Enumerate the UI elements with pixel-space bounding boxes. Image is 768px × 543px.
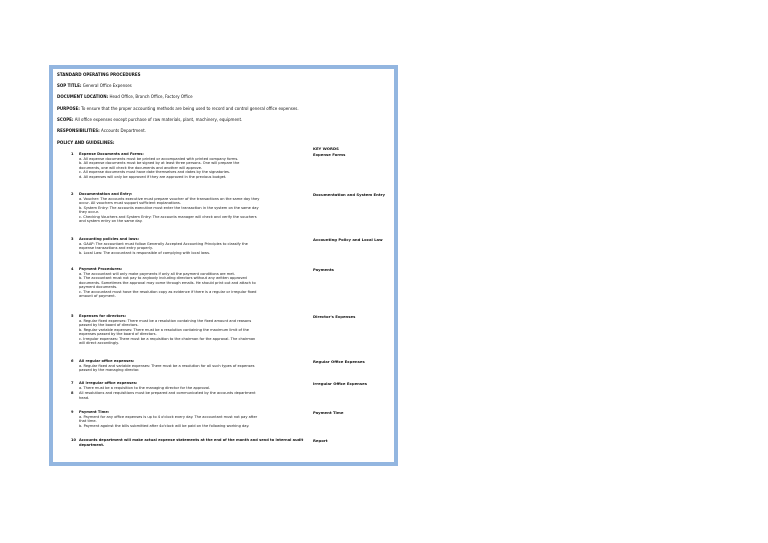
policy-item-number: 10 <box>71 438 77 442</box>
policy-item <box>71 438 309 447</box>
policy-item <box>71 267 309 299</box>
policy-item-line: a. All expense documents must be printed or accompanied with printed company forms. <box>79 156 239 161</box>
policy-item-number: 8 <box>71 391 74 395</box>
policy-item-number: 6 <box>71 359 74 363</box>
policy-item-line: a. Payment for any office expenses is up to 4 o'clock every day. The accountant must not pay after <box>79 414 258 419</box>
policy-item-line: c. All expense documents must have date themselves and dates by the signatories. <box>79 170 231 174</box>
policy-item-keyword: Report <box>313 438 328 443</box>
policy-item <box>71 314 309 346</box>
policy-item-line: a. Voucher: The accounts executive must prepare voucher of the transactions on the same day they <box>79 196 260 201</box>
policy-item <box>71 192 309 224</box>
document-frame <box>49 65 398 466</box>
policy-item-line: expense transactions and entry properly. <box>79 246 153 250</box>
policy-item <box>71 391 309 400</box>
scope-line: SCOPE: All office expenses except purchase of raw materials, plant, machinery, equipment. <box>57 117 243 122</box>
policy-item <box>71 410 309 428</box>
policy-item-line: d. All expenses will only be approved if they are approved in the previous budget. <box>79 174 227 179</box>
policy-item-keyword: Payment Time <box>313 410 344 415</box>
policy-item-number: 5 <box>71 314 74 318</box>
responsibilities-line: RESPONSIBILITIES: Accounts Department. <box>57 128 147 133</box>
policy-item-keyword: Accounting Policy and Local Law <box>313 237 383 242</box>
policy-heading: POLICY AND GUIDELINES: <box>57 140 115 145</box>
policy-item-title: Payment Procedures: <box>79 267 123 271</box>
policy-item-line: documents, one will check the documents and another will approve. <box>79 165 203 170</box>
policy-item-line: b. System Entry: The accounts executive must enter the transaction in the system on the same day <box>79 205 259 210</box>
policy-item-line: and system entry on the same day. <box>79 219 143 223</box>
policy-item-title: All irregular office expenses: <box>79 381 138 385</box>
policy-item-line: b. Local Law: The accountant is responsible of complying with local laws. <box>79 250 211 255</box>
policy-item-line: All resolutions and requisitions must be prepared and communicated by the accounts department <box>79 391 256 395</box>
policy-item-line: passed by the board of directors. <box>79 323 139 327</box>
policy-item-keyword: Director's Expenses <box>313 314 356 319</box>
policy-item-title: Payment Time: <box>79 410 110 414</box>
policy-item-line: payment documents. <box>79 285 118 289</box>
policy-item-line: c. The accountant must have the resolution copy as evidence if there is a regular or irregular fixed <box>79 289 257 294</box>
policy-item-line: b. Regular variable expenses: There must be a resolution containing the maximum limit of the <box>79 327 249 332</box>
policy-item <box>71 237 309 255</box>
policy-item-line: b. All expense documents must be signed by at least three persons. One will prepare the <box>79 161 240 165</box>
policy-item <box>71 359 309 373</box>
policy-item <box>71 152 309 179</box>
policy-item-number: 7 <box>71 381 74 385</box>
policy-item-line: head. <box>79 395 90 400</box>
policy-item-keyword: Regular Office Expenses <box>313 359 365 364</box>
policy-item-line: amount of payment. <box>79 294 116 298</box>
keywords-heading: KEY WORDS <box>313 146 339 151</box>
policy-item-line: occur. All vouchers must support sufficient explanations. <box>79 201 181 205</box>
policy-item-line: a. Regular fixed and variable expenses: There must be a resolution for all such types of expenses <box>79 363 255 368</box>
policy-item-keyword: Documentation and System Entry <box>313 192 385 197</box>
policy-item-line: passed by the managing director. <box>79 368 140 372</box>
policy-item-line: a. Regular fixed expenses: There must be a resolution containing the fixed amount and reasons <box>79 318 252 323</box>
policy-item-title: All regular office expenses: <box>79 359 135 363</box>
policy-item <box>71 381 309 390</box>
policy-item-line: a. There must be a requisition to the managing director for the approval. <box>79 385 211 390</box>
policy-item-line: documents. Sometimes the approval may come through emails. He should print out and attach to <box>79 280 256 285</box>
policy-item-number: 4 <box>71 267 74 271</box>
policy-item-number: 3 <box>71 237 74 241</box>
policy-item-line: b. The accountant must not pay to anybody including directors without any written approved <box>79 276 247 280</box>
policy-item-line: that time. <box>79 419 97 423</box>
policy-item-line: c. Irregular expenses: There must be a requisition to the chairman for the approval. The chairman <box>79 336 256 341</box>
policy-item-title: Accounts department will make actual expense statements at the end of the month and send to internal audit department. <box>79 438 304 447</box>
policy-item-number: 1 <box>71 152 74 156</box>
policy-item-line: a. GAAP: The accountant must follow Generally Accepted Accounting Principles to classify the <box>79 241 248 246</box>
policy-item-title: Documentation and Entry: <box>79 192 133 196</box>
policy-item-keyword: Irregular Office Expenses <box>313 381 367 386</box>
doc-location-line: DOCUMENT LOCATION: Head Office, Branch Office, Factory Office <box>57 94 193 99</box>
policy-item-keyword: Payments <box>313 267 334 272</box>
policy-item-number: 9 <box>71 410 74 414</box>
policy-item-line: a. The accountant will only make payments if only all the payment conditions are met. <box>79 271 236 276</box>
policy-item-title: Expenses for directors: <box>79 314 127 318</box>
policy-item-keyword: Expense Forms <box>313 152 346 157</box>
policy-item-line: they occur. <box>79 210 99 214</box>
policy-item-number: 2 <box>71 192 74 196</box>
policy-item-line: b. Payment against the bills submitted after 4o'clock will be paid on the following working day. <box>79 423 250 428</box>
policy-item-title: Expense Documents and Forms: <box>79 152 144 156</box>
sop-title-line: SOP TITLE: General Office Expenses <box>57 83 132 88</box>
purpose-line: PURPOSE: To ensure that the proper accounting methods are being used to record and control general office expenses. <box>57 106 299 111</box>
policy-item-line: expenses passed by the board of directors. <box>79 332 157 336</box>
policy-item-line: will direct accordingly. <box>79 341 119 345</box>
policy-item-line: c. Checking Vouchers and System Entry: The accounts manager will check and verify the vouchers <box>79 214 257 219</box>
policy-item-title: Accounting policies and laws: <box>79 237 140 241</box>
doc-title: STANDARD OPERATING PROCEDURES <box>57 72 141 77</box>
